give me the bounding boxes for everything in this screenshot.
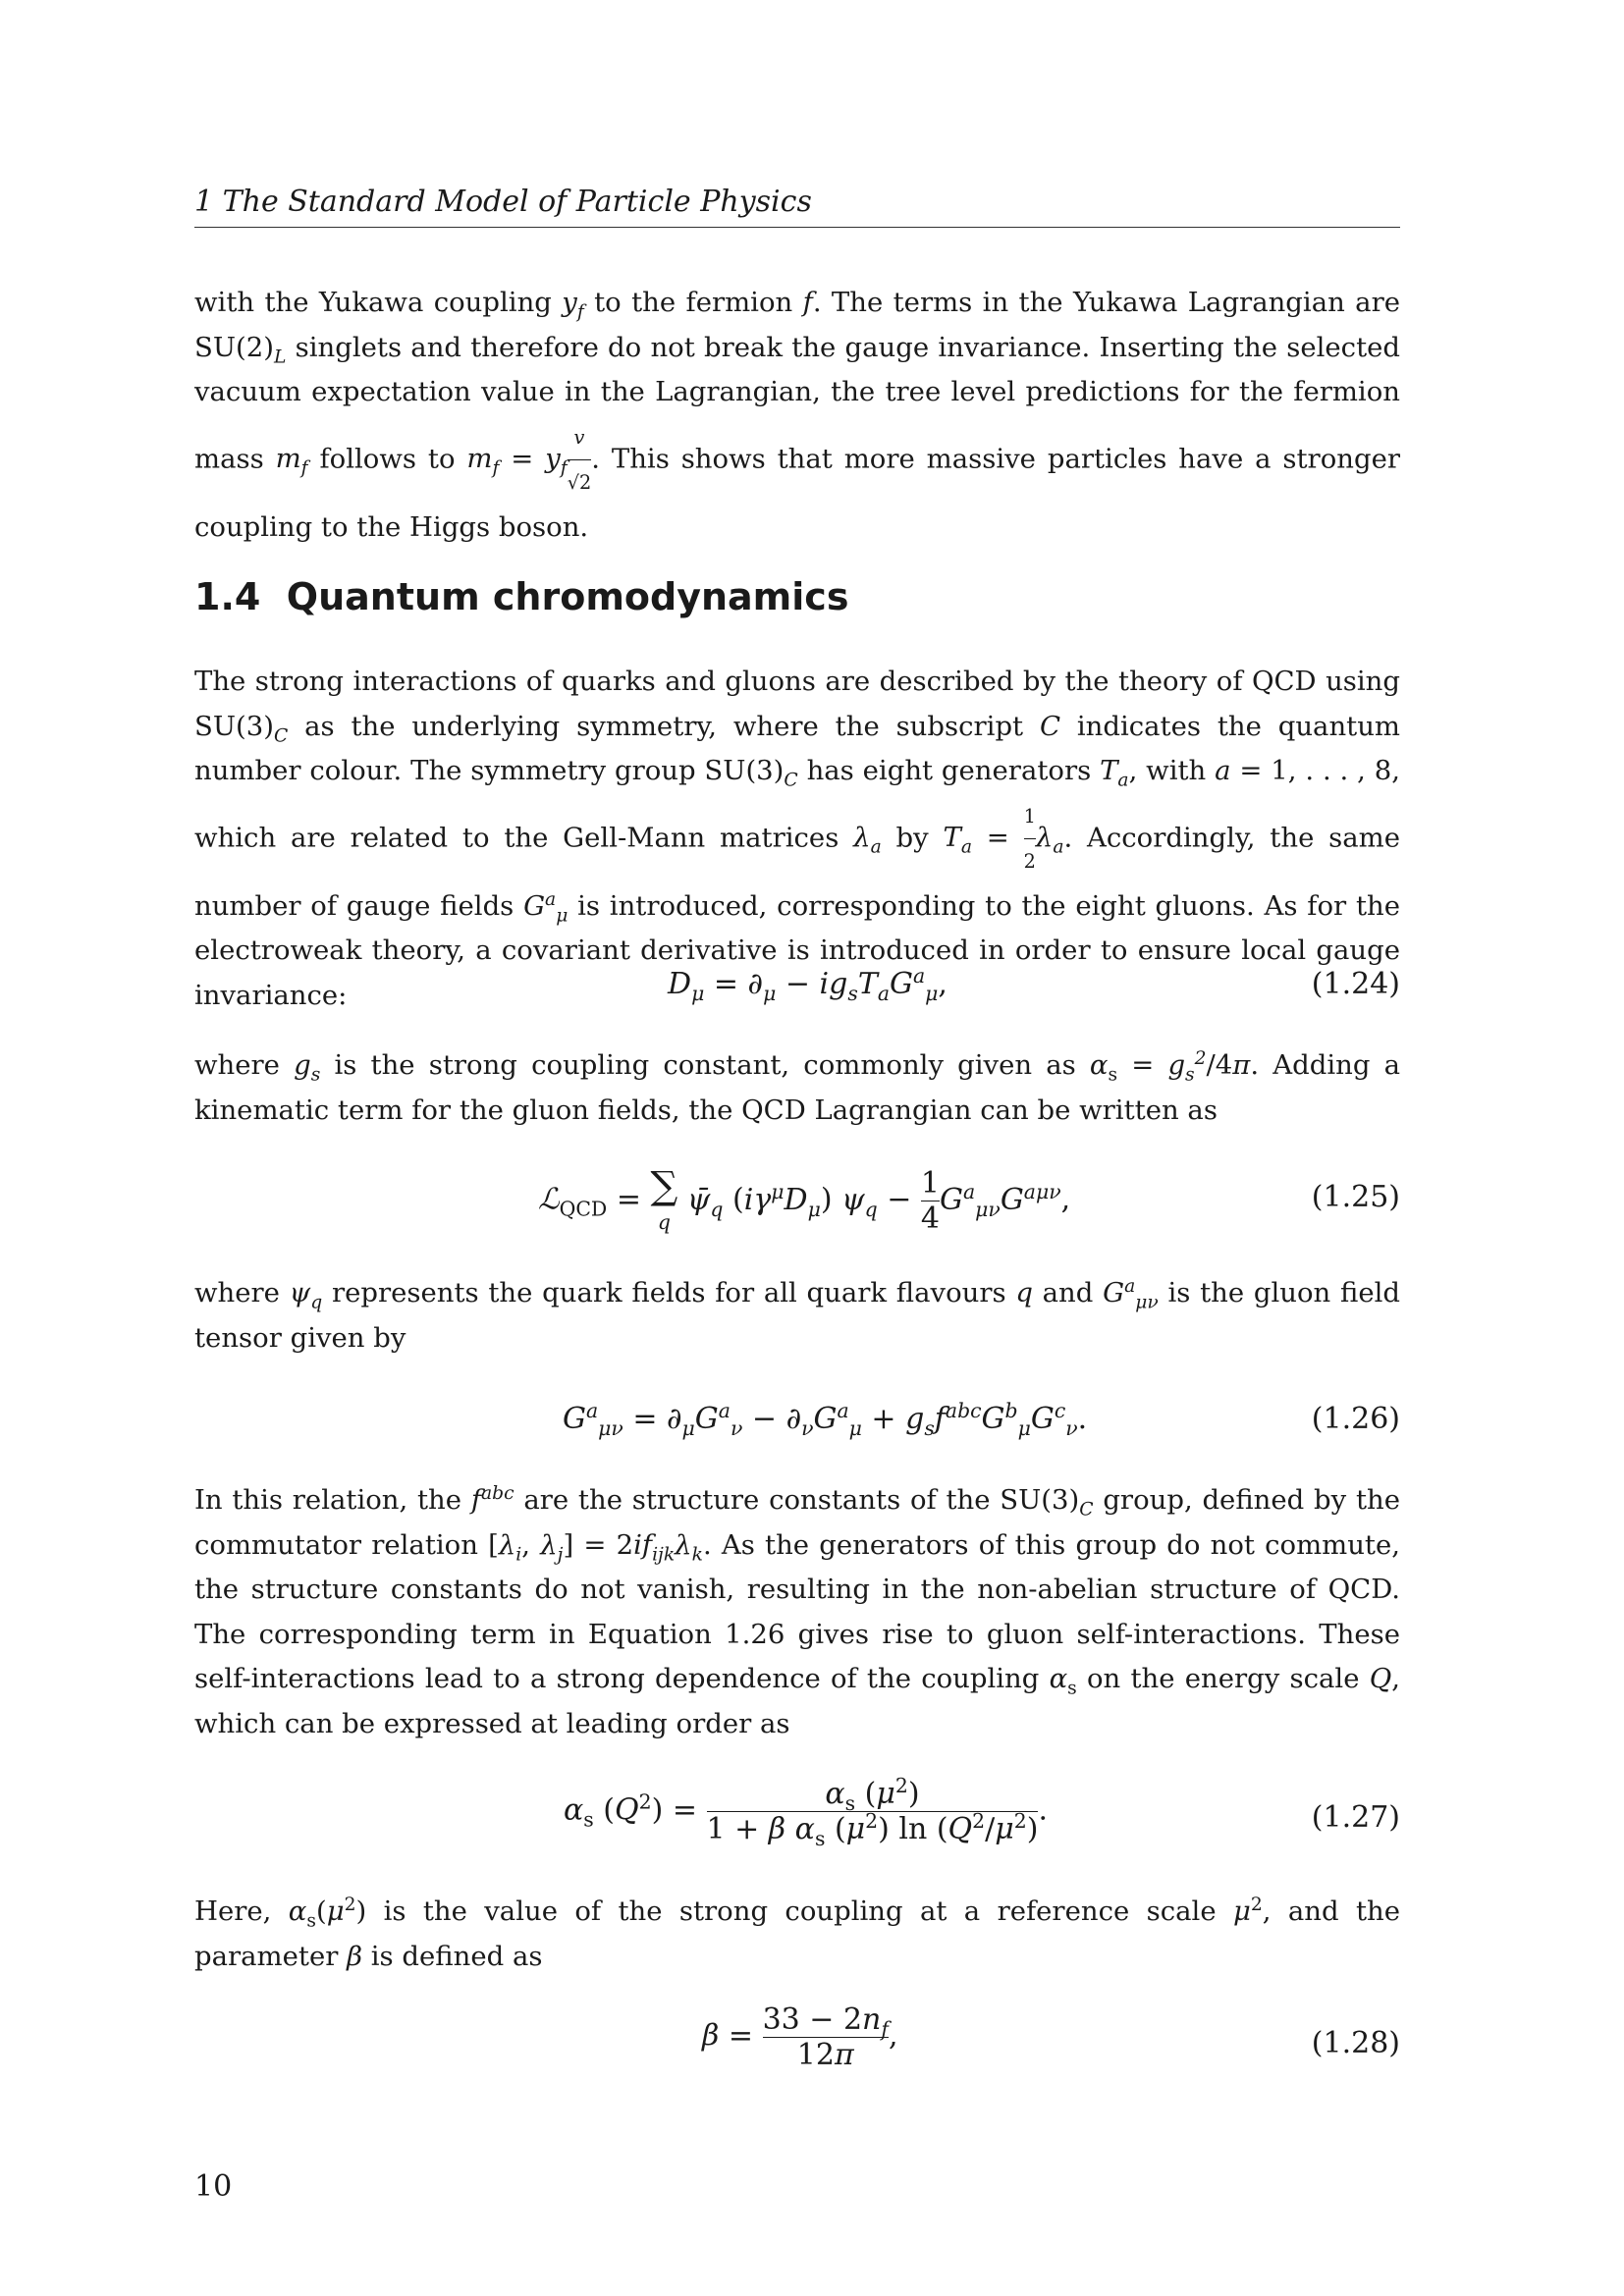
equation-body: β = $\frac{33 - 2n_f}{12\pi}$ , <box>702 2002 898 2072</box>
paragraph: In this relation, the $f^{abc}$ are the structure constants of the $SU(3)_C$ group, defined by the commutator relation [$\lambda_i$, $\lambda_j] = 2if_{ijk}\lambda_k$. As the generators of this group do not commute, the structure constants do not vanish, resulting in the non-abelian structure of QCD. The corresponding term in Equation 1.26 gives rise to gluon self-interactions. These self-interactions lead to a strong dependence of the coupling $\alpha_s$ on the energy scale Q, which can be expressed at leading order as <box>194 1482 1401 1739</box>
equation-number: (1.25) <box>1311 1180 1400 1214</box>
paragraph: Here, $\alpha_s(\mu^2)$ is the value of the strong coupling at a reference scale $\mu^2$, and the parameter β is defined as <box>194 1894 1400 1972</box>
page-number: 10 <box>194 2169 233 2204</box>
paragraph: where $g_s$ is the strong coupling constant, commonly given as $\alpha_s = g_s^2/4\pi$. Adding a kinematic term for the gluon fields, the QCD Lagrangian can be written as <box>194 1047 1401 1126</box>
equation-body: ℒ$_{QCD}$ = ∑ q $\psī_q$ $(i\gamma^\mu D_\mu) \psi_q$ − $\frac{1}{4}$ $G^a_{\mu\nu}G^{a\mu\nu}$, <box>538 1164 1071 1236</box>
equation <box>194 2002 1400 2091</box>
equation <box>194 964 1400 1016</box>
equation <box>194 1774 1400 1865</box>
paragraph: with the Yukawa coupling $y_f$ to the fermion f. The terms in the Yukawa Lagrangian are $SU(2)_L$ singlets and therefore do not break the gauge invariance. Inserting the selected vacuum expectation value in the Lagrangian, the tree level predictions for the fermion mass $m_f$ follows to $m_f = y_f$ $\frac{v}{√2}$ . This shows that more massive particles have a stronger coupling to the Higgs boson. <box>194 287 1400 543</box>
equation-number: (1.26) <box>1311 1402 1400 1436</box>
equation-number: (1.28) <box>1311 2026 1400 2060</box>
section-heading: 1.4 Quantum chromodynamics <box>194 575 849 618</box>
equation-body: $D_\mu = \partial_\mu - ig_sT_aG^a_\mu$, <box>668 964 947 1005</box>
equation-body: $\alpha_s$ $(Q^2)$ = $\frac{\alpha_s (\mu^2)}{1 + \beta \alpha_s (\mu^2) \ln (Q^2/\mu^2)}$ . <box>564 1774 1048 1850</box>
equation-number: (1.24) <box>1311 967 1400 1001</box>
paragraph: where $\psi_q$ represents the quark fields for all quark flavours q and $G^a_{\mu\nu}$ is the gluon field tensor given by <box>194 1275 1400 1354</box>
equation-number: (1.27) <box>1311 1800 1400 1835</box>
equation <box>194 1166 1400 1245</box>
equation-body: $G^a_{\mu\nu} = \partial_\mu G^a_\nu - \partial_\nu G^a_\mu + g_sf^{abc}G^b_\mu G^c_\nu$. <box>563 1399 1088 1440</box>
paragraph: The strong interactions of quarks and gluons are described by the theory of QCD using $SU(3)_C$ as the underlying symmetry, where the subscript C indicates the quantum number colour. The symmetry group $SU(3)_C$ has eight generators $T_a$, with a = 1, . . . , 8, which are related to the Gell-Mann matrices $\lambda_a$ by $T_a$ = $\frac{1}{2}$ $\lambda_a$. Accordingly, the same number of gauge fields $G^a_\mu$ is introduced, corresponding to the eight gluons. As for the electroweak theory, a covariant derivative is introduced in order to ensure local gauge invariance: <box>194 666 1401 1011</box>
equation <box>194 1399 1400 1451</box>
running-header: 1 The Standard Model of Particle Physics <box>194 185 1400 228</box>
